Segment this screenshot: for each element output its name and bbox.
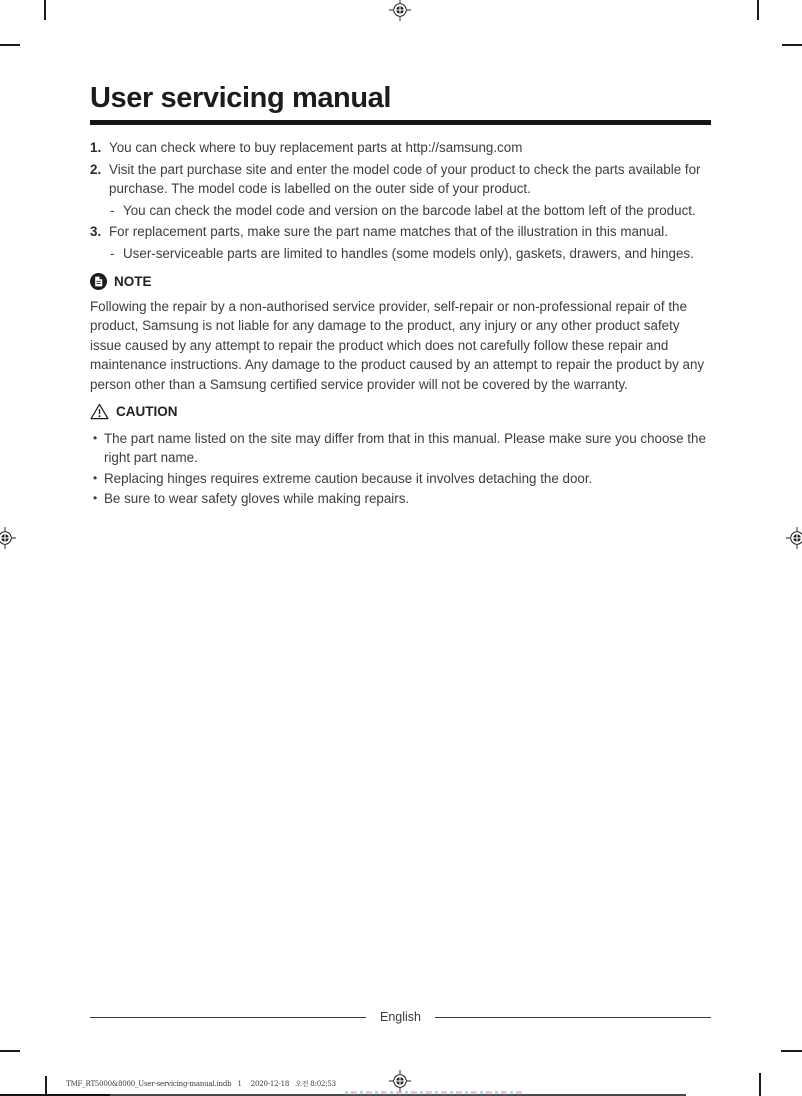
crop-mark xyxy=(757,0,759,20)
step-text: For replacement parts, make sure the part name matches that of the illustration in this manual. xyxy=(109,224,668,239)
page-title: User servicing manual xyxy=(90,82,392,114)
bullet-text: The part name listed on the site may differ from that in this manual. Please make sure you choose the right part name. xyxy=(104,430,706,465)
slug-datetime: 2020-12-18 오전 8:02:53 xyxy=(250,1080,336,1088)
page-footer xyxy=(90,1010,711,1024)
crop-mark xyxy=(782,44,802,46)
bullet-marker: • xyxy=(93,470,98,485)
bullet-text: Be sure to wear safety gloves while making repairs. xyxy=(104,491,410,506)
note-paragraph: Following the repair by a non-authorised service provider, self-repair or non-professional repair of the product, Samsung is not liable for any damage to the product, any injury or any other product safety issue caused by any attempt to repair the product which does not carefully follow these repair and maintenance instructions. Any damage to the product caused by an attempt to repair the product by any person other than a Samsung certified service provider will not be covered by the warranty. xyxy=(90,298,705,392)
bullet-item xyxy=(90,489,711,509)
print-color-bar xyxy=(345,1091,523,1095)
crop-mark xyxy=(781,1050,802,1052)
bullet-marker: • xyxy=(93,430,98,445)
title-rule xyxy=(90,120,711,125)
crop-mark xyxy=(44,0,46,20)
caution-bullets xyxy=(90,429,711,509)
dash-marker: - xyxy=(110,245,115,261)
bullet-item xyxy=(90,469,711,489)
substep-text: User-serviceable parts are limited to handles (some models only), gaskets, drawers, and hinges. xyxy=(123,245,694,261)
registration-mark-left xyxy=(0,527,16,549)
step-number: 1. xyxy=(90,140,102,155)
bullet-item xyxy=(90,429,711,468)
crop-mark xyxy=(759,1073,761,1096)
step-text: Visit the part purchase site and enter the model code of your product to check the parts available for purchase. The model code is labelled on the outer side of your product. xyxy=(109,161,701,196)
footer-language-label: English xyxy=(380,1010,421,1024)
substep-text: You can check the model code and version on the barcode label at the bottom left of the product. xyxy=(123,202,696,218)
footer-rule-left xyxy=(90,1017,366,1018)
step-number: 3. xyxy=(90,224,102,239)
note-icon xyxy=(90,273,107,290)
crop-mark xyxy=(0,44,20,46)
registration-mark-bottom xyxy=(389,1070,411,1092)
caution-heading xyxy=(90,402,711,422)
dash-marker: - xyxy=(110,202,115,218)
print-slug-line xyxy=(58,1071,336,1096)
caution-label: CAUTION xyxy=(116,404,178,419)
numbered-steps xyxy=(90,138,711,263)
footer-rule-right xyxy=(435,1017,711,1018)
substep-item xyxy=(110,244,711,264)
page-content xyxy=(90,0,711,510)
step-number: 2. xyxy=(90,161,102,177)
note-label: NOTE xyxy=(114,274,152,289)
registration-mark-right xyxy=(786,527,802,549)
warning-triangle-icon xyxy=(90,403,109,420)
bullet-marker: • xyxy=(93,491,98,505)
step-text: You can check where to buy replacement parts at http://samsung.com xyxy=(109,140,523,155)
step-item xyxy=(90,222,711,242)
substep-item xyxy=(110,201,711,221)
step-item xyxy=(90,138,711,158)
slug-filename: TMF_RT5000&8000_User-servicing-manual.indb 1 xyxy=(66,1080,242,1088)
step-item xyxy=(90,160,711,199)
note-heading xyxy=(90,272,711,292)
bullet-text: Replacing hinges requires extreme caution because it involves detaching the door. xyxy=(104,470,593,486)
crop-mark xyxy=(0,1050,20,1052)
